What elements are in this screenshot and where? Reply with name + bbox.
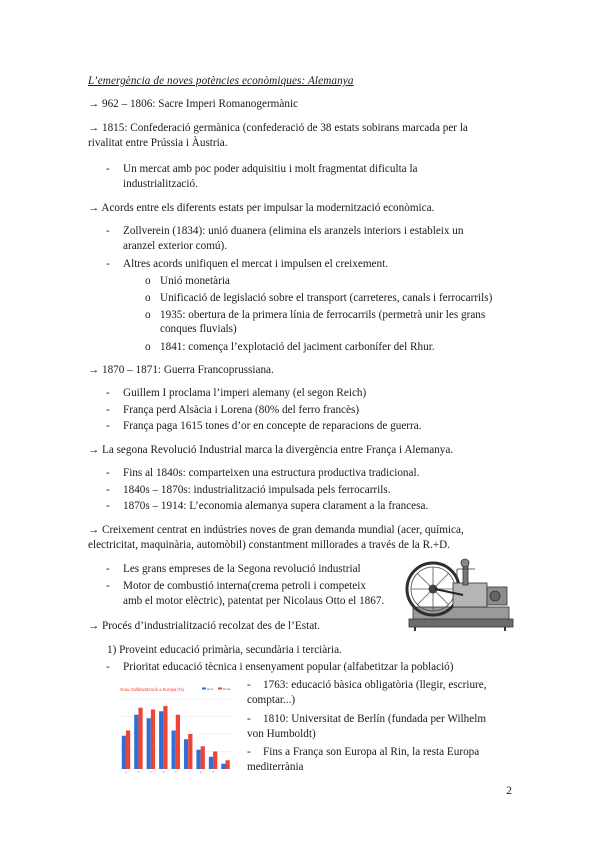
confederation-bullet-line1: Un mercat amb poc poder adquisitiu i molt fragmentat dificulta la [123, 163, 418, 175]
bar-dona-b [138, 708, 142, 769]
list-dash: - [106, 580, 110, 592]
bar-hom-a [122, 736, 126, 769]
railway-line1: 1935: obertura de la primera línia de ferrocarrils (permetrà unir les grans [160, 309, 486, 321]
section-growth-line2: electricitat, maquinària, automòbil) constantment millorades a través de la R.+D. [88, 539, 451, 551]
x-tick-label: a [125, 771, 127, 774]
legend-swatch-dona [218, 688, 222, 690]
list-dash: - [247, 713, 251, 725]
revolution-bullet-2: 1840s – 1870s: industrialització impulsada pels ferrocarrils. [123, 484, 391, 496]
war-bullet-2: França perd Alsàcia i Lorena (80% del ferro francès) [123, 404, 360, 416]
growth-bullet-1: Les grans empreses de la Segona revolució industrial [123, 563, 361, 575]
coal-deposit: 1841: comença l’explotació del jaciment carbonífer del Rhur. [160, 341, 435, 353]
page-number: 2 [506, 785, 512, 797]
confederation-bullet-line2: industrialització. [123, 178, 198, 190]
list-dash: - [106, 258, 110, 270]
legend-swatch-hom [202, 688, 206, 690]
revolution-bullet-3: 1870s – 1914: L’economia alemanya supera clarament a la francesa. [123, 500, 429, 512]
sub-bullet: o [145, 309, 151, 321]
bar-hom-g [196, 750, 200, 769]
list-dash: - [106, 500, 110, 512]
x-tick-label: d [162, 771, 165, 774]
sub-bullet: o [145, 275, 151, 287]
bar-dona-h [213, 752, 217, 770]
bar-dona-i [226, 760, 230, 769]
x-tick-label: f [188, 771, 189, 774]
section-confederation-line2: rivalitat entre Prússia i Àustria. [88, 137, 228, 149]
bar-hom-b [134, 715, 138, 769]
section-franco-prussian-war: → 1870 – 1871: Guerra Francoprussiana. [88, 364, 274, 376]
list-dash: - [247, 746, 251, 758]
x-tick-label: b [137, 771, 140, 774]
list-dash: - [106, 484, 110, 496]
revolution-bullet-1: Fins al 1840s: comparteixen una estructura productiva tradicional. [123, 467, 420, 479]
bar-dona-e [176, 715, 180, 769]
list-dash: - [106, 563, 110, 575]
x-tick-label: h [212, 771, 215, 774]
page-title: L’emergència de noves potències econòmiques: Alemanya [88, 75, 354, 87]
bar-dona-c [151, 710, 155, 770]
x-tick-label: c [150, 771, 152, 774]
otto-engine-line1: Motor de combustió interna(crema petroli i competeix [123, 580, 366, 592]
zollverein-line1: Zollverein (1834): unió duanera (elimina els aranzels interiors i estableix un [123, 225, 464, 237]
section-holy-roman-empire: → 962 – 1806: Sacre Imperi Romanogermànic [88, 98, 299, 110]
railway-line2: conques fluvials) [160, 323, 237, 335]
list-dash: - [106, 163, 110, 175]
sub-bullet: o [145, 292, 151, 304]
section-confederation-line1: → 1815: Confederació germànica (confederació de 38 estats sobirans marcada per la [88, 122, 468, 134]
education-1763-line1: 1763: educació bàsica obligatòria (llegir, escriure, [263, 679, 487, 691]
university-berlin-line1: 1810: Universitat de Berlín (fundada per Wilhelm [263, 713, 487, 725]
bar-hom-c [147, 718, 151, 769]
x-tick-label: g [200, 771, 202, 774]
x-tick-label: i [225, 771, 227, 774]
section-agreements-heading: → Acords entre els diferents estats per impulsar la modernització econòmica. [88, 202, 435, 214]
list-dash: - [106, 387, 110, 399]
sub-bullet: o [145, 341, 151, 353]
chart-title: Grau d'alfabetització a Europa (%) [120, 687, 184, 692]
war-bullet-3: França paga 1615 tones d’or en concepte de reparacions de guerra. [123, 420, 422, 432]
section-second-revolution: → La segona Revolució Industrial marca la divergència entre França i Alemanya. [88, 444, 454, 456]
list-dash: - [106, 467, 110, 479]
bar-hom-h [209, 757, 213, 769]
bar-hom-i [221, 764, 225, 769]
europe-divide-line2: mediterrània [247, 761, 304, 773]
list-dash: - [106, 225, 110, 237]
section-state-support: → Procés d’industrialització recolzat des de l’Estat. [88, 620, 321, 632]
list-dash: - [106, 661, 110, 673]
bar-hom-f [184, 739, 188, 769]
bar-hom-e [172, 731, 176, 770]
transport-legislation: Unificació de legislació sobre el transport (carreteres, canals i ferrocarrils) [160, 292, 493, 304]
other-agreements: Altres acords unifiquen el mercat i impulsen el creixement. [123, 258, 388, 270]
legend-label-hom: Hom [207, 687, 214, 691]
europe-divide-line1: Fins a França son Europa al Rin, la resta Europa [263, 746, 480, 758]
bar-hom-d [159, 711, 163, 769]
list-dash: - [247, 679, 251, 691]
x-tick-label: e [175, 771, 177, 774]
legend-label-dona: Dona [223, 687, 231, 691]
war-bullet-1: Guillem I proclama l’imperi alemany (el segon Reich) [123, 387, 367, 399]
section-growth-line1: → Creixement centrat en indústries noves de gran demanda mundial (acer, química, [88, 524, 464, 536]
bar-dona-f [188, 734, 192, 769]
otto-engine-line2: amb el motor elèctric), patentat per Nicolaus Otto el 1867. [123, 595, 385, 607]
list-dash: - [106, 404, 110, 416]
bar-dona-a [126, 731, 130, 770]
bar-dona-g [201, 746, 205, 769]
steam-engine-illustration [405, 555, 517, 633]
education-1763-line2: comptar...) [247, 694, 296, 706]
education-numbered-item: 1) Proveint educació primària, secundària i terciària. [107, 644, 342, 656]
zollverein-line2: aranzel exterior comú). [123, 240, 228, 252]
technical-education: Prioritat educació tècnica i ensenyament popular (alfabetitzar la població) [123, 661, 454, 673]
literacy-chart [110, 683, 238, 775]
monetary-union: Unió monetària [160, 275, 230, 287]
list-dash: - [106, 420, 110, 432]
university-berlin-line2: von Humboldt) [247, 728, 316, 740]
bar-dona-d [163, 706, 167, 769]
